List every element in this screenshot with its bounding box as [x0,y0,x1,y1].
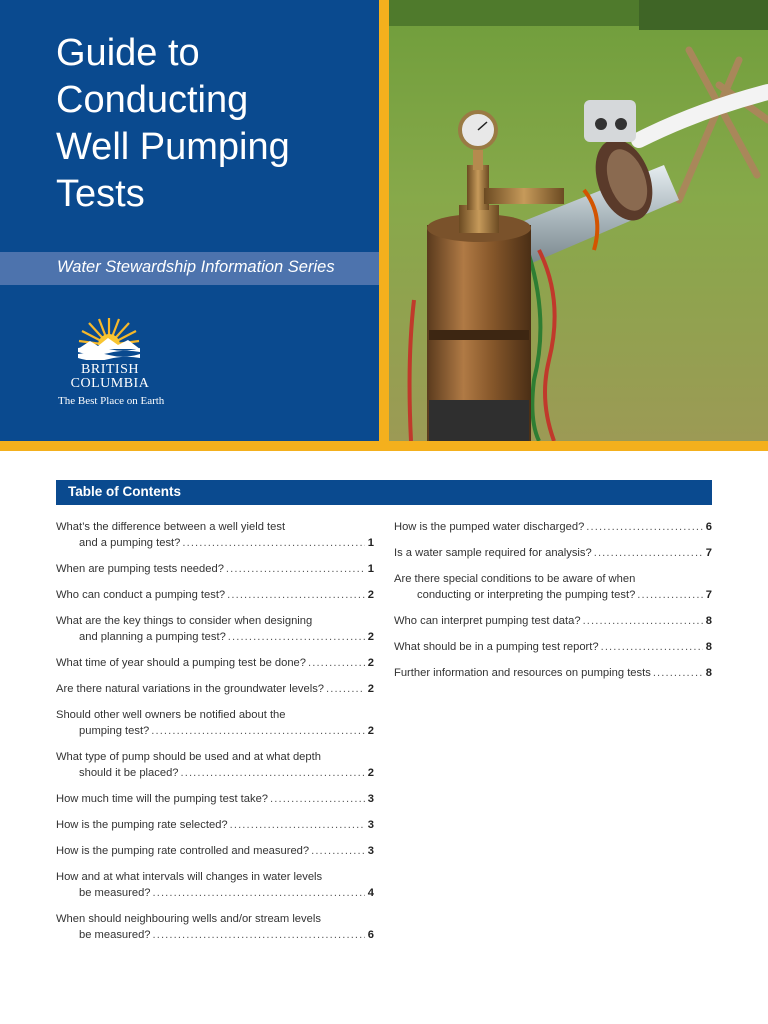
toc-leader-dots [153,927,365,943]
toc-entry[interactable] [394,639,712,655]
well-pump-photo [389,0,768,441]
toc-entry[interactable] [394,545,712,561]
toc-entry-text: What are the key things to consider when designing [56,615,313,627]
toc-entry[interactable] [394,665,712,681]
toc-entry-text: When are pumping tests needed? [56,563,224,575]
toc-page-number: 1 [367,563,374,575]
toc-page-number: 4 [367,887,374,899]
toc-page-number: 7 [705,547,712,559]
toc-entry[interactable] [56,911,374,943]
toc-leader-dots [653,665,703,681]
toc-entry-line [56,587,374,603]
toc-leader-dots [583,613,703,629]
toc-entry-line [56,561,374,577]
toc-entry-line [56,765,374,781]
toc-page-number: 1 [367,537,374,549]
toc-entry[interactable] [56,587,374,603]
cover [0,0,768,451]
title-line: Well Pumping [56,126,290,168]
toc-page-number: 2 [367,631,374,643]
gold-divider-vertical [379,0,389,441]
toc-leader-dots [228,629,365,645]
toc-entry-line [56,791,374,807]
toc-leader-dots [637,587,702,603]
toc-header [56,480,712,505]
toc-entry-text: How is the pumping rate selected? [56,819,228,831]
toc-entry[interactable] [56,707,374,739]
toc-entry-text: How is the pumped water discharged? [394,521,585,533]
toc-entry-text: Who can conduct a pumping test? [56,589,226,601]
toc-entry-line [56,723,374,739]
toc-entry[interactable] [56,519,374,551]
toc-entry-text: How and at what intervals will changes in water levels [56,871,323,883]
toc-entry-text: and planning a pumping test? [79,631,226,643]
toc-entry-line [56,885,374,901]
toc-leader-dots [230,817,365,833]
toc-entry-line [56,681,374,697]
bc-logo [56,318,166,410]
toc-entry-line [56,843,374,859]
toc-entry-text: be measured? [79,887,151,899]
toc-entry[interactable] [56,613,374,645]
bc-sun-mountain-icon [76,318,142,360]
toc-page-number: 2 [367,683,374,695]
toc-entry-line [394,519,712,535]
toc-leader-dots [181,765,365,781]
toc-entry[interactable] [56,749,374,781]
toc-entry-text: How much time will the pumping test take? [56,793,269,805]
logo-tagline: The Best Place on Earth [58,395,165,407]
toc-entry-text: be measured? [79,929,151,941]
toc-entry[interactable] [394,613,712,629]
toc-leader-dots [601,639,703,655]
toc-entry-text: and a pumping test? [79,537,181,549]
toc-entry-text: What’s the difference between a well yield test [56,521,286,533]
toc-page-number: 6 [705,521,712,533]
toc-page-number: 6 [367,929,374,941]
series-band [0,252,379,285]
toc-page-number: 8 [705,667,712,679]
toc-page-number: 3 [367,793,374,805]
toc-entry[interactable] [56,791,374,807]
toc-page-number: 2 [367,725,374,737]
toc-entry[interactable] [56,561,374,577]
toc-entry-text: Who can interpret pumping test data? [394,615,581,627]
toc-entry-text: Further information and resources on pumping tests [394,667,651,679]
toc-entry-text: Should other well owners be notified about the [56,709,286,721]
toc-leader-dots [227,587,365,603]
toc-entry-line [394,665,712,681]
logo-text-columbia: COLUMBIA [70,376,150,391]
toc-entry-line [56,927,374,943]
toc-entry-line [56,629,374,645]
toc-entry[interactable] [56,869,374,901]
toc-entry-line [394,587,712,603]
toc-page-number: 8 [705,641,712,653]
toc-leader-dots [153,885,365,901]
toc-entry[interactable] [394,571,712,603]
toc-leader-dots [226,561,365,577]
toc-page-number: 2 [367,767,374,779]
toc-page-number: 2 [367,589,374,601]
toc-leader-dots [311,843,365,859]
toc-entry-text: conducting or interpreting the pumping test? [417,589,636,601]
toc-entry-line [56,655,374,671]
toc-page-number: 8 [705,615,712,627]
toc-entry-line [56,817,374,833]
title-line: Guide to [56,32,200,74]
toc-leader-dots [151,723,364,739]
cover-title-panel [0,0,379,441]
toc-entry[interactable] [56,681,374,697]
toc-entry-text: What should be in a pumping test report? [394,641,599,653]
document-title [56,30,366,218]
toc-leader-dots [270,791,365,807]
toc-entry-text: Are there special conditions to be aware of when [394,573,636,585]
toc-leader-dots [182,535,364,551]
toc-entry[interactable] [56,655,374,671]
toc-column-right [394,519,712,691]
toc-page-number: 3 [367,845,374,857]
toc-leader-dots [594,545,703,561]
title-line: Conducting [56,79,249,121]
gold-divider-horizontal [0,441,768,451]
toc-entry-line [394,545,712,561]
toc-column-left [56,519,374,953]
toc-entry-text: Are there natural variations in the groundwater levels? [56,683,325,695]
toc-entry[interactable] [56,843,374,859]
toc-entry[interactable] [56,817,374,833]
series-title: Water Stewardship Information Series [57,258,335,276]
toc-entry[interactable] [394,519,712,535]
toc-entry-text: How is the pumping rate controlled and measured? [56,845,310,857]
toc-page-number: 7 [705,589,712,601]
toc-entry-text: When should neighbouring wells and/or stream levels [56,913,321,925]
toc-page-number: 2 [367,657,374,669]
toc-entry-text: What time of year should a pumping test be done? [56,657,307,669]
toc-leader-dots [326,681,365,697]
toc-entry-line [394,639,712,655]
toc-entry-line [56,535,374,551]
toc-leader-dots [586,519,702,535]
toc-entry-text: What type of pump should be used and at what depth [56,751,321,763]
photo-illustration [389,0,768,441]
toc-title: Table of Contents [68,484,181,499]
toc-page-number: 3 [367,819,374,831]
toc-leader-dots [308,655,365,671]
toc-entry-line [394,613,712,629]
title-line: Tests [56,173,145,215]
toc-entry-text: Is a water sample required for analysis? [394,547,592,559]
toc-entry-text: pumping test? [79,725,150,737]
logo-text-british: BRITISH [81,362,139,377]
toc-entry-text: should it be placed? [79,767,179,779]
